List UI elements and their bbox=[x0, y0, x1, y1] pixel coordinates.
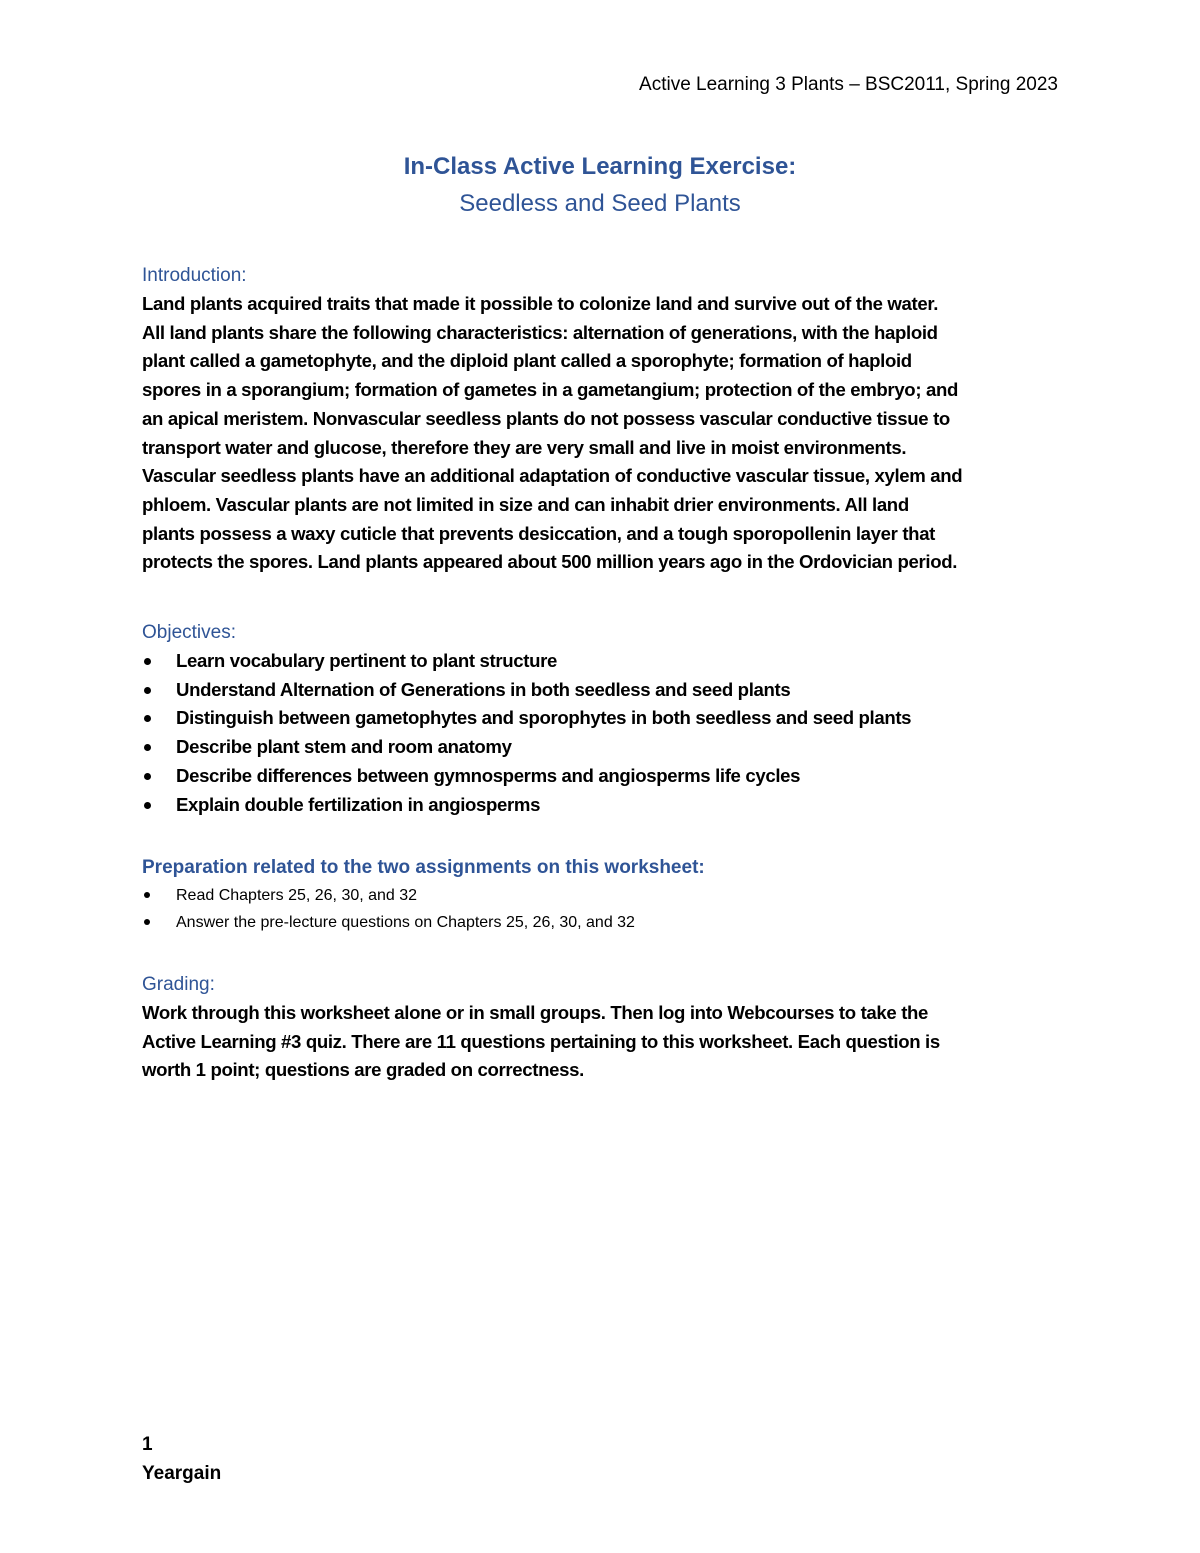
introduction-line: transport water and glucose, therefore they are very small and live in moist environments. bbox=[142, 436, 907, 458]
list-item: Read Chapters 25, 26, 30, and 32 bbox=[142, 882, 1062, 909]
footer-author: Yeargain bbox=[142, 1463, 222, 1484]
list-item: Answer the pre-lecture questions on Chapters 25, 26, 30, and 32 bbox=[142, 909, 1062, 936]
list-item: Describe plant stem and room anatomy bbox=[142, 733, 1062, 762]
preparation-section bbox=[142, 854, 1062, 936]
introduction-heading: Introduction: bbox=[142, 265, 247, 286]
introduction-line: protects the spores. Land plants appeared about 500 million years ago in the Ordovician period. bbox=[142, 551, 958, 573]
objectives-list bbox=[142, 647, 1062, 819]
document-subtitle: Seedless and Seed Plants bbox=[459, 190, 741, 217]
preparation-heading: Preparation related to the two assignments on this worksheet: bbox=[142, 857, 705, 878]
introduction-line: All land plants share the following characteristics: alternation of generations, with the haploid bbox=[142, 321, 938, 343]
grading-line: Active Learning #3 quiz. There are 11 questions pertaining to this worksheet. Each question is bbox=[142, 1030, 940, 1052]
introduction-line: plants possess a waxy cuticle that prevents desiccation, and a tough sporopollenin layer that bbox=[142, 522, 936, 544]
list-item: Understand Alternation of Generations in both seedless and seed plants bbox=[142, 676, 1062, 705]
page-number: 1 bbox=[142, 1434, 153, 1455]
list-item: Learn vocabulary pertinent to plant structure bbox=[142, 647, 1062, 676]
title-block bbox=[0, 150, 1200, 224]
grading-line: worth 1 point; questions are graded on correctness. bbox=[142, 1059, 584, 1081]
introduction-line: phloem. Vascular plants are not limited in size and can inhabit drier environments. All land bbox=[142, 493, 909, 515]
grading-section bbox=[142, 971, 1062, 1085]
page-footer bbox=[142, 1430, 221, 1488]
introduction-line: plant called a gametophyte, and the diploid plant called a sporophyte; formation of haploid bbox=[142, 350, 912, 372]
grading-paragraph bbox=[142, 999, 1062, 1085]
introduction-section bbox=[142, 262, 1062, 577]
list-item: Describe differences between gymnosperms and angiosperms life cycles bbox=[142, 762, 1062, 791]
grading-heading: Grading: bbox=[142, 974, 215, 995]
introduction-line: Vascular seedless plants have an additional adaptation of conductive vascular tissue, xylem and bbox=[142, 465, 963, 487]
running-header: Active Learning 3 Plants – BSC2011, Spring 2023 bbox=[639, 74, 1058, 95]
objectives-heading: Objectives: bbox=[142, 622, 236, 643]
document-title: In-Class Active Learning Exercise: bbox=[403, 153, 797, 180]
introduction-paragraph bbox=[142, 290, 1062, 577]
objectives-section bbox=[142, 619, 1062, 819]
list-item: Explain double fertilization in angiosperms bbox=[142, 791, 1062, 820]
preparation-list bbox=[142, 882, 1062, 936]
introduction-line: an apical meristem. Nonvascular seedless plants do not possess vascular conductive tissue to bbox=[142, 407, 950, 429]
grading-line: Work through this worksheet alone or in small groups. Then log into Webcourses to take the bbox=[142, 1002, 929, 1023]
introduction-line: Land plants acquired traits that made it possible to colonize land and survive out of the water. bbox=[142, 293, 939, 314]
introduction-line: spores in a sporangium; formation of gametes in a gametangium; protection of the embryo; and bbox=[142, 379, 958, 401]
list-item: Distinguish between gametophytes and sporophytes in both seedless and seed plants bbox=[142, 704, 1062, 733]
